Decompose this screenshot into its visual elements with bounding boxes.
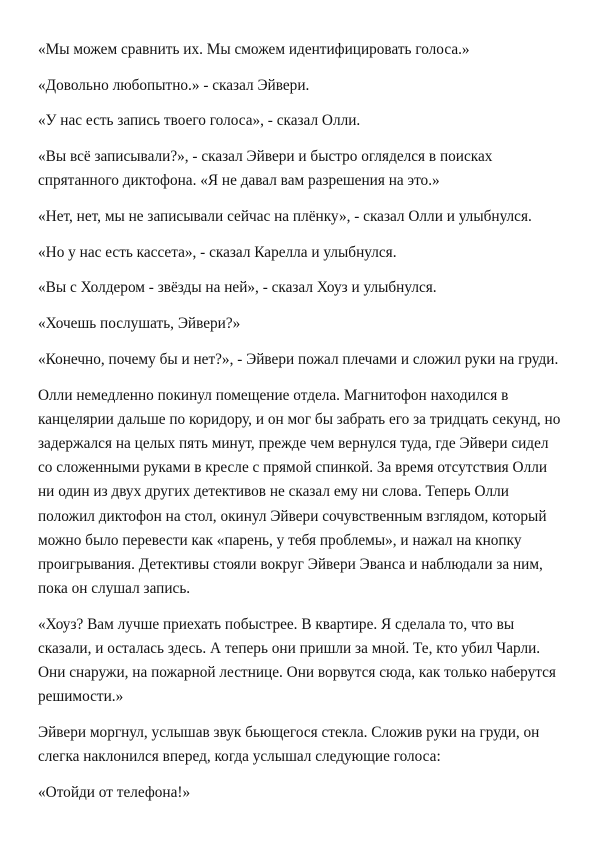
paragraph: «Но у нас есть кассета», - сказал Карелла и улыбнулся. (38, 243, 397, 261)
paragraph: «Вы всё записывали?», - сказал Эйвери и быстро огляделся в поисках спрятанного диктофона. «Я не давал вам разрешения на это.» (38, 148, 493, 190)
paragraph: Эйвери моргнул, услышав звук бьющегося стекла. Сложив руки на груди, он слегка наклонился вперед, когда услышал следующие голоса: (38, 724, 540, 766)
paragraph: Олли немедленно покинул помещение отдела. Магнитофон находился в канцелярии дальше по коридору, и он мог бы забрать его за тридцать секунд, но задержался на целых пять минут, прежде чем вернулся туда, где Эйвери сидел со сложенными руками в кресле с прямой спинкой. За время отсутствия Олли ни один из двух других детективов не сказал ему ни слова. Теперь Олли положил диктофон на стол, окинул Эйвери сочувственным взглядом, который можно было перевести как «парень, у тебя проблемы», и нажал на кнопку проигрывания. Детективы стояли вокруг Эйвери Эванса и наблюдали за ним, пока он слушал запись. (38, 386, 561, 598)
paragraph: «Хоуз? Вам лучше приехать побыстрее. В квартире. Я сделала то, что вы сказали, и осталась здесь. А теперь они пришли за мной. Те, кто убил Чарли. Они снаружи, на пожарной лестнице. Они ворвутся сюда, как только наберутся решимости.» (38, 615, 556, 706)
paragraph: «Конечно, почему бы и нет?», - Эйвери пожал плечами и сложил руки на груди. (38, 350, 559, 368)
paragraph: «Хочешь послушать, Эйвери?» (38, 315, 241, 333)
paragraph: «У нас есть запись твоего голоса», - сказал Олли. (38, 112, 361, 130)
paragraph: «Нет, нет, мы не записывали сейчас на плёнку», - сказал Олли и улыбнулся. (38, 208, 532, 226)
paragraph: «Довольно любопытно.» - сказал Эйвери. (38, 76, 310, 94)
paragraph: «Мы можем сравнить их. Мы сможем идентифицировать голоса.» (38, 41, 470, 58)
paragraph: «Отойди от телефона!» (38, 784, 191, 802)
paragraph: «Вы с Холдером - звёзды на ней», - сказал Хоуз и улыбнулся. (38, 279, 437, 297)
